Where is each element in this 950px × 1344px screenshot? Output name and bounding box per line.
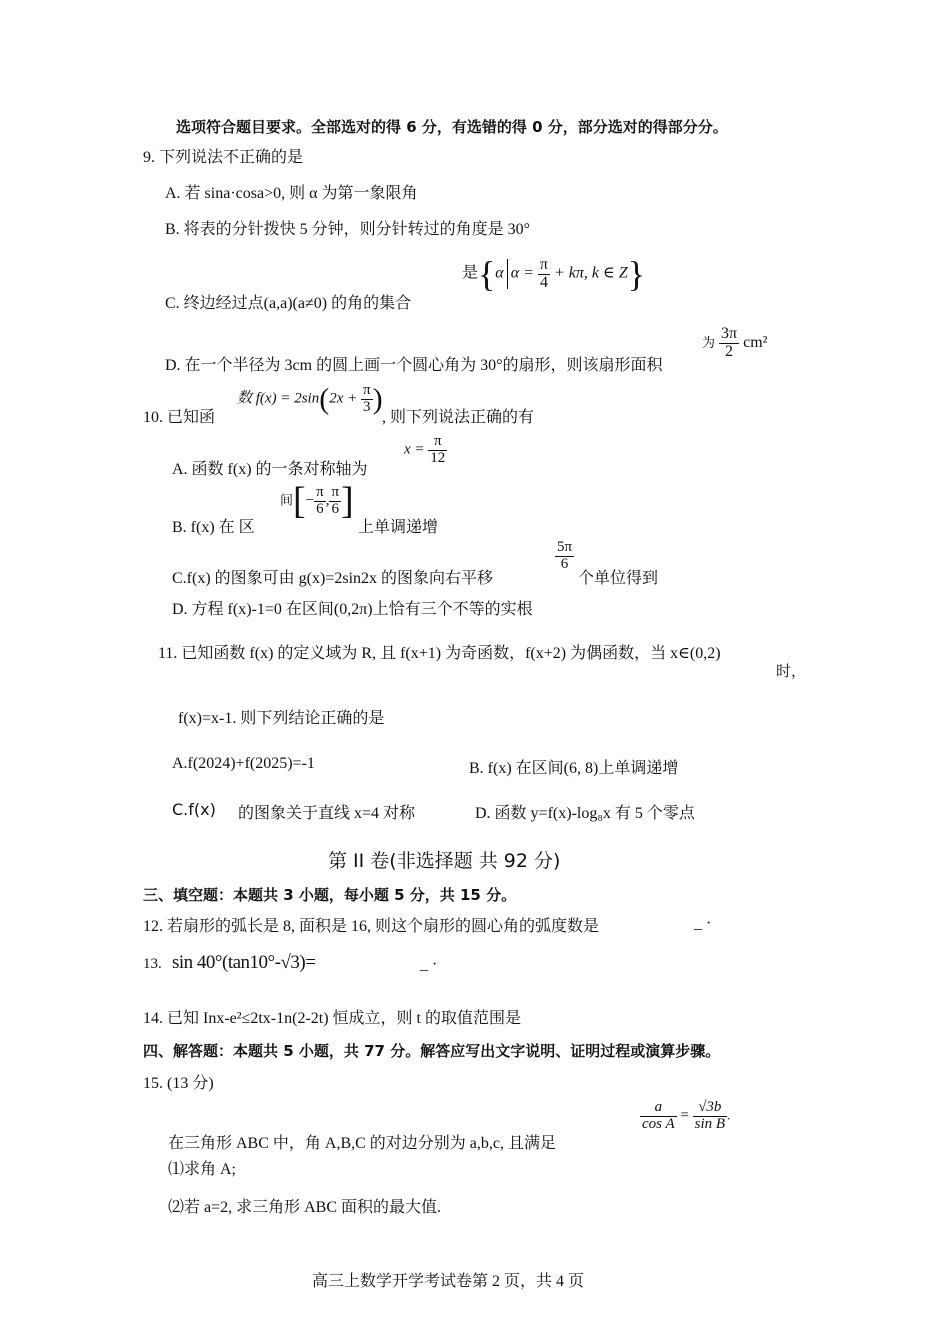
right-paren-symbol: ) (372, 382, 383, 416)
q11-line-2: f(x)=x-1. 则下列结论正确的是 (178, 710, 385, 727)
fraction-pi-over-6-high (329, 485, 341, 518)
q13-answer-blank[interactable]: _ · (420, 956, 438, 973)
q11-stem-tail: 时， (776, 664, 807, 680)
section-4-heading: 四、解答题：本题共 5 小题，共 77 分。解答应写出文字说明、证明过程或演算步骤。 (143, 1042, 721, 1060)
q10-option-b-tail: 上单调递增 (358, 519, 439, 536)
fraction-numerator: 3π (721, 325, 738, 342)
q10-option-c: C.f(x) 的图象可由 g(x)=2sin2x 的图象向右平移 (172, 570, 494, 587)
q11-option-d: D. 函数 y=f(x)-log₈x 有 5 个零点 (475, 805, 695, 822)
q10-option-b: B. f(x) 在 区 (172, 519, 255, 536)
fraction-denominator: sin B (694, 1115, 726, 1132)
interval-label: 间 (280, 492, 294, 508)
q11-option-a: A.f(2024)+f(2025)=-1 (172, 755, 315, 772)
q10-option-c-tail: 个单位得到 (578, 570, 659, 587)
function-prefix: 数 f(x) = 2sin (237, 390, 320, 407)
left-brace-symbol: { (478, 254, 496, 294)
q9-c-prefix: 是 (462, 264, 479, 282)
equals-sign: = (680, 1107, 689, 1124)
fraction-numerator: a (640, 1100, 677, 1117)
q10-function-definition (237, 383, 383, 416)
fraction-numerator: π (428, 434, 447, 451)
q11-option-c-label: C.f(x) (172, 800, 216, 819)
q9-d-prefix: 为 (702, 334, 716, 350)
q12-answer-blank[interactable]: _ · (694, 915, 712, 932)
right-bracket-symbol: ] (341, 480, 354, 522)
fraction-denominator: 12 (430, 449, 446, 466)
q15-part-1: ⑴求角 A; (168, 1161, 237, 1178)
fraction-denominator: 6 (560, 555, 569, 572)
area-unit: cm² (743, 333, 768, 351)
fraction-pi-over-12 (428, 434, 447, 467)
q9-option-c: C. 终边经过点(a,a)(a≠0) 的角的集合 (165, 295, 412, 312)
q10-option-c-shift (555, 540, 574, 573)
fraction-denominator: cos A (642, 1115, 675, 1132)
q10-option-b-interval: 间[− $\frac{\pi}{6}$ , $\frac{\pi}{6}$ ] (280, 480, 354, 522)
question-14: 14. 已知 Inx-e²≤2tx-1n(2-2t) 恒成立，则 t 的取值范围是 (143, 1010, 521, 1027)
right-brace-symbol: } (627, 254, 646, 294)
fraction-denominator: 2 (725, 342, 734, 360)
set-condition: α = (510, 264, 534, 282)
q13-expression: sin 40°(tan10°-√3)= (172, 952, 316, 973)
q15-part-2: ⑵若 a=2, 求三角形 ABC 面积的最大值. (168, 1199, 442, 1216)
instructions-note: 选项符合题目要求。全部选对的得 6 分，有选错的得 0 分，部分选对的得部分分。 (176, 118, 728, 136)
part-2-title: 第 II 卷(非选择题 共 92 分) (328, 850, 561, 872)
q10-option-a-axis (404, 434, 447, 467)
q9-option-c-set (462, 256, 645, 292)
fraction-pi-over-3 (361, 383, 373, 416)
q9-option-d: D. 在一个半径为 3cm 的圆上画一个圆心角为 30°的扇形，则该扇形面积 (165, 357, 663, 374)
q9-option-d-area (702, 326, 767, 361)
fraction-a-over-cosA (640, 1100, 677, 1133)
period-symbol: . (727, 1107, 731, 1123)
left-bracket-symbol: [ (293, 480, 306, 522)
fraction-denominator: 6 (316, 500, 324, 517)
q15-heading: 15. (13 分) (143, 1075, 214, 1092)
q15-condition (640, 1100, 730, 1133)
fraction-denominator: 4 (539, 273, 548, 291)
fraction-5pi-over-6 (555, 540, 574, 573)
set-bar-symbol (507, 259, 508, 289)
function-inner: 2x + (329, 390, 358, 407)
section-3-heading: 三、填空题：本题共 3 小题，每小题 5 分，共 15 分。 (143, 886, 517, 904)
q11-stem: 11. 已知函数 f(x) 的定义域为 R, 且 f(x+1) 为奇函数，f(x+2) 为偶函数，当 x∈(0,2) (158, 645, 721, 662)
fraction-numerator: π (362, 382, 371, 398)
fraction-numerator: π (316, 483, 324, 500)
q10-option-d: D. 方程 f(x)-1=0 在区间(0,2π)上恰有三个不等的实根 (172, 601, 533, 618)
fraction-numerator: π (539, 255, 548, 273)
set-tail: + kπ, k ∈ Z (553, 264, 628, 282)
q9-option-a: A. 若 sina·cosa>0, 则 α 为第一象限角 (165, 185, 418, 202)
q11-option-b: B. f(x) 在区间(6, 8)上单调递增 (469, 760, 679, 777)
q10-stem-number: 10. 已知函 (143, 409, 216, 426)
fraction-numerator: √3b (693, 1100, 727, 1117)
fraction-pi-over-6-low (314, 485, 326, 518)
axis-equation: x = (404, 441, 425, 458)
q13-number: 13. (143, 956, 162, 972)
left-paren-symbol: ( (319, 382, 330, 416)
page-footer: 高三上数学开学考试卷第 2 页，共 4 页 (312, 1273, 585, 1290)
q9-stem: 9. 下列说法不正确的是 (143, 149, 304, 166)
fraction-pi-over-4 (538, 257, 550, 292)
fraction-sqrt3b-over-sinB (693, 1100, 727, 1133)
q15-stem: 在三角形 ABC 中，角 A,B,C 的对边分别为 a,b,c, 且满足 (168, 1135, 557, 1152)
fraction-denominator: 3 (363, 398, 371, 415)
q11-option-c-tail: 的图象关于直线 x=4 对称 (238, 805, 416, 822)
question-12: 12. 若扇形的弧长是 8, 面积是 16, 则这个扇形的圆心角的弧度数是 (143, 918, 600, 935)
fraction-denominator: 6 (331, 500, 339, 517)
q10-stem-tail: , 则下列说法正确的有 (382, 409, 535, 426)
fraction-numerator: π (331, 483, 340, 500)
fraction-3pi-over-2 (719, 326, 739, 361)
fraction-numerator: 5π (557, 539, 573, 555)
q10-option-a: A. 函数 f(x) 的一条对称轴为 (172, 461, 368, 478)
set-variable: α (495, 264, 504, 282)
q9-option-b: B. 将表的分针拨快 5 分钟，则分针转过的角度是 30° (165, 221, 531, 238)
